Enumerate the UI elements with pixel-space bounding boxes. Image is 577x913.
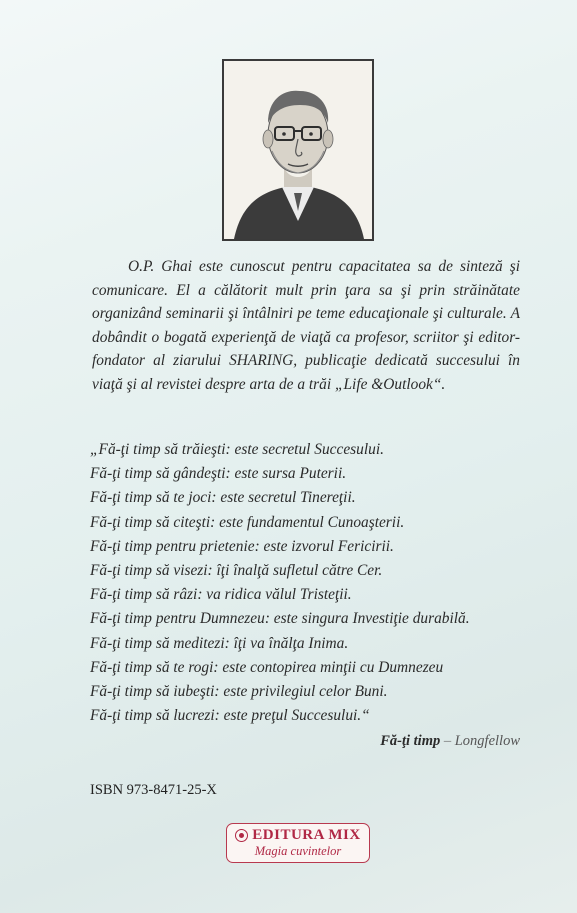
poem-line: „Fă-ţi timp să trăieşti: este secretul Succesului. bbox=[90, 441, 384, 458]
isbn-number: ISBN 973-8471-25-X bbox=[90, 782, 217, 798]
poem-line: Fă-ţi timp să lucrezi: este preţul Succesului.“ bbox=[90, 707, 370, 725]
poem-line: Fă-ţi timp să meditezi: îţi va înălţa Inima. bbox=[90, 634, 349, 652]
publisher-logo bbox=[226, 823, 370, 863]
attribution-separator: – bbox=[440, 733, 455, 749]
poem-author: Longfellow bbox=[454, 733, 520, 749]
poem-line: Fă-ţi timp să visezi: îţi înalţă sufletul către Cer. bbox=[90, 562, 383, 580]
publisher-tagline: Magia cuvintelor bbox=[254, 844, 342, 858]
poem-line: Fă-ţi timp să citeşti: este fundamentul Cunoaşterii. bbox=[90, 513, 405, 531]
poem bbox=[90, 438, 530, 728]
poem-line: Fă-ţi timp să iubeşti: este privilegiul celor Buni. bbox=[90, 683, 388, 701]
poem-line: Fă-ţi timp să te rogi: este contopirea minţii cu Dumnezeu bbox=[90, 658, 444, 676]
author-portrait bbox=[222, 59, 374, 241]
publisher-mark-icon bbox=[235, 829, 248, 842]
poem-line: Fă-ţi timp pentru prietenie: este izvorul Fericirii. bbox=[90, 537, 394, 555]
poem-line: Fă-ţi timp să te joci: este secretul Tinereţii. bbox=[90, 489, 356, 507]
poem-line: Fă-ţi timp să râzi: va ridica vălul Tristeţii. bbox=[90, 586, 352, 604]
poem-line: Fă-ţi timp să gândeşti: este sursa Puterii. bbox=[90, 465, 347, 483]
publisher-name: EDITURA MIX bbox=[252, 827, 361, 843]
biography-text: O.P. Ghai este cunoscut pentru capacitatea sa de sinteză şi comunicare. El a călătorit mult prin ţara sa şi prin străinătate organizând seminarii şi întâlniri pe teme educaţionale şi culturale. A dobândit o bogată experienţă de viaţă ca profesor, scriitor şi editor-fondator al ziarului SHARING, publicaţie dedicată succesului în viaţă şi al revistei despre arta de a trăi „Life &Outlook“. bbox=[92, 258, 520, 393]
poem-line: Fă-ţi timp pentru Dumnezeu: este singura Investiţie durabilă. bbox=[90, 610, 470, 628]
poem-title: Fă-ţi timp bbox=[380, 733, 441, 749]
poem-attribution bbox=[300, 733, 520, 750]
author-biography bbox=[92, 255, 520, 397]
